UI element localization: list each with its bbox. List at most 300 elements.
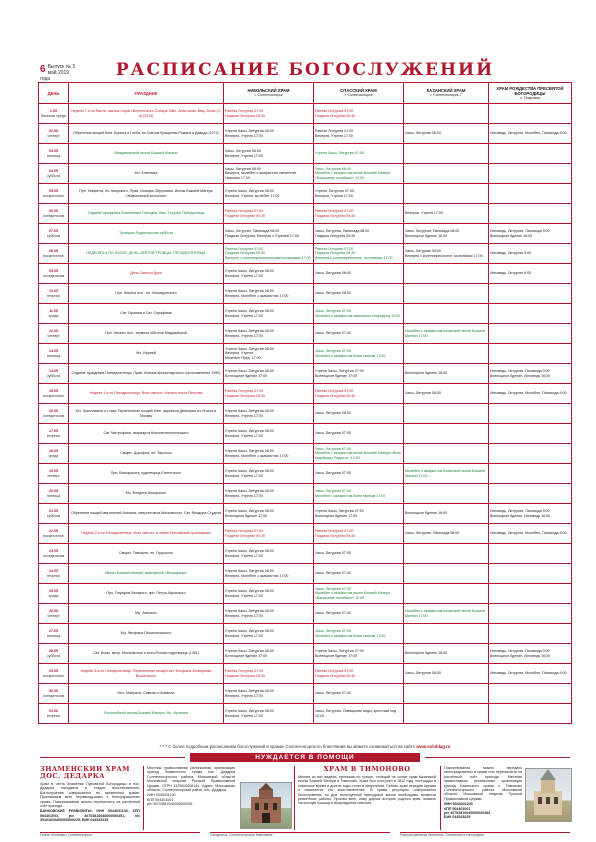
row-kazansky-service	[404, 304, 489, 324]
schedule-row	[39, 644, 572, 664]
row-rozhdestvo-service	[489, 204, 572, 224]
row-nikolsky-service: Ранняя Литургия 07:00 Поздняя Литургия 09:30	[224, 104, 314, 124]
row-nikolsky-service: Часы, Литургия, Панихида 08:00 Поздняя Литургия, Вечерня с Утреней 17:00	[224, 224, 314, 244]
row-weekday: понедельник	[42, 413, 65, 418]
row-date-value: 02.05	[49, 129, 58, 134]
row-date	[39, 704, 69, 724]
row-rozhdestvo-service: Исповедь, Литургия, Молебен, Панихида 9:00	[489, 524, 572, 544]
row-date-value: 17.05	[49, 429, 58, 434]
row-nikolsky-service: Часы, Литургия 08:00 Вечерня, молебен с акафистом святителю Николаю 17:00	[224, 164, 314, 184]
schedule-table	[38, 82, 572, 724]
row-rozhdestvo-service	[489, 184, 572, 204]
header-nikolsky-sub: г. Солнечногорск	[254, 93, 283, 97]
row-date	[39, 684, 69, 704]
row-feast: День Святого Духа	[69, 264, 224, 284]
column-divider	[440, 766, 441, 830]
row-date-value: 28.05	[49, 649, 58, 654]
row-spassky-service: Часы, Литургия 08:00	[314, 404, 404, 424]
footer-left: Газета «Благовест Солнечногорья»	[40, 832, 200, 837]
row-weekday: понедельник	[42, 213, 65, 218]
row-weekday: Великая среда	[41, 113, 66, 118]
timonovo-body: Многие из вас видели, проезжая по трассе, стоящий на холме храм Казанской иконы Божией Матери в Тимоново. Храм был построен в 1812 году, пострадал в советское время и долгие годы стоял в запустении. Сейчас храм передан Церкви и начинается его восстановление. В храме регулярно совершаются богослужения, но для полноценной приходской жизни необходимо провести ремонтные работы. Просим всех, кому дорога история родного края, оказать посильную помощь в возрождении святыни.	[298, 775, 436, 806]
row-feast: Прп. Нифонта, еп. Кипрского. Прав. Иосифа Обручника. Иконы Божией Матери «Живоносный источник»	[69, 184, 224, 204]
row-rozhdestvo-service	[489, 304, 572, 324]
row-rozhdestvo-service	[489, 704, 572, 724]
row-rozhdestvo-service	[489, 604, 572, 624]
schedule-row	[39, 384, 572, 404]
row-date	[39, 224, 69, 244]
row-date	[39, 424, 69, 444]
row-rozhdestvo-service	[489, 324, 572, 344]
row-weekday: воскресенье	[43, 253, 64, 258]
row-date	[39, 564, 69, 584]
row-nikolsky-service: Утреня Часы, Литургия 08:00 Вечерня, Утреня 17:00	[224, 304, 314, 324]
row-date-value: 23.05	[49, 549, 58, 554]
row-weekday: четверг	[47, 133, 60, 138]
row-nikolsky-service: Утреня Часы, Литургия 08:00 Вечерня, Утреня 17:00	[224, 324, 314, 344]
church-ruin-image	[241, 783, 291, 828]
row-nikolsky-service: Часы, Литургия 08:00 Вечерня, Утреня 17:00	[224, 144, 314, 164]
row-spassky-service: Ранняя Литургия 07:00 Поздняя Литургия 09:30	[314, 104, 404, 124]
row-nikolsky-service: Утреня Часы, Литургия 08:00 Вечерня, Утреня 17:00	[224, 484, 314, 504]
row-nikolsky-service: Утреня Часы, Литургия 08:00 Вечерня, Утреня 17:00	[224, 624, 314, 644]
row-date	[39, 104, 69, 124]
row-nikolsky-service: Утреня Часы, Литургия 08:00 Вечерня, Утреня 17:00	[224, 704, 314, 724]
row-rozhdestvo-service	[489, 424, 572, 444]
row-kazansky-service: Часы, Литургия, Панихида 08:00 Всенощное бдение 16:00	[404, 224, 489, 244]
row-date-value: 12.05	[49, 329, 58, 334]
row-date	[39, 304, 69, 324]
row-feast: Неделя 3-я по Пятидесятнице. Перенесение мощей свт. Феофана Затворника Вышенского	[69, 664, 224, 684]
row-kazansky-service	[404, 704, 489, 724]
header-spassky-sub: г. Солнечногорск	[344, 93, 373, 97]
schedule-row	[39, 464, 572, 484]
row-date-value: 20.05	[49, 489, 58, 494]
row-date-value: 16.05	[49, 409, 58, 414]
schedule-row	[39, 444, 572, 464]
schedule-row	[39, 204, 572, 224]
row-nikolsky-service: Утреня Часы, Литургия 08:00 Вечерня, Утреня, молебен 17:00	[224, 184, 314, 204]
row-date-value: 30.05	[49, 689, 58, 694]
row-kazansky-service	[404, 144, 489, 164]
header-kazansky-sub: г. Солнечногорск-7	[430, 93, 462, 97]
row-feast: Иконы Божией Матери, именуемой «Всецарица»	[69, 564, 224, 584]
row-spassky-service: Утреня Часы, Литургия 07:00	[314, 144, 404, 164]
row-weekday: четверг	[47, 333, 60, 338]
row-spassky-service: Ранняя Литургия 07:00 Вечерня, Утреня 17:00	[314, 124, 404, 144]
row-nikolsky-service: Утреня Часы, Литургия 08:00 Вечерня, Утреня 17:00	[224, 604, 314, 624]
schedule-row	[39, 124, 572, 144]
row-date-value: 27.05	[49, 629, 58, 634]
row-spassky-service: Часы, Литургия 07:00	[314, 684, 404, 704]
row-date	[39, 204, 69, 224]
header-rozhdestvo	[489, 83, 572, 104]
row-rozhdestvo-service: Исповедь, Литургия, Панихида 9:00 Всенощное бдение, Исповедь 16:00	[489, 364, 572, 384]
schedule-row	[39, 344, 572, 364]
banner-rule-right	[425, 757, 570, 758]
row-nikolsky-service: Ранняя Литургия 07:00 Поздняя Литургия 09:30	[224, 204, 314, 224]
schedule-row	[39, 144, 572, 164]
header-nikolsky	[224, 83, 314, 104]
row-feast: Неделя 2-я по Пятидесятнице, Всех святых, в земле Российской просиявших	[69, 524, 224, 544]
row-feast: Мч. Феодота Анкирского	[69, 484, 224, 504]
schedule-row	[39, 604, 572, 624]
row-weekday: суббота	[46, 513, 61, 518]
znamensky-details-req: ИНН 5044031130 КПП 504401001 р/с 40703810040000000451	[147, 793, 193, 807]
row-nikolsky-service: Ранняя Литургия 07:00 Поздняя Литургия 09:30 Вечерня с коленопреклоненными молитвами 17:00	[224, 244, 314, 264]
row-feast: Троицкая Родительская суббота	[69, 224, 224, 244]
issue-line-1: Выпуск № 5	[47, 64, 76, 70]
schedule-row	[39, 404, 572, 424]
timonovo-details	[444, 766, 522, 830]
row-weekday: воскресенье	[43, 193, 64, 198]
row-date-value: 21.05	[49, 509, 58, 514]
row-kazansky-service	[404, 104, 489, 124]
row-nikolsky-service: Ранняя Литургия 07:00 Поздняя Литургия 09:30	[224, 664, 314, 684]
row-weekday: четверг	[47, 473, 60, 478]
row-spassky-service: Утреня Часы, Литургия 07:00 Всенощное бдение 17:00	[314, 364, 404, 384]
row-feast: Отдание праздника Вознесения Господня. Вмч. Георгия Победоносца	[69, 204, 224, 224]
row-weekday: пятница	[46, 153, 61, 158]
row-date-value: 05.05	[49, 189, 58, 194]
row-date	[39, 164, 69, 184]
row-rozhdestvo-service: Исповедь, Литургия, Молебен, Панихида 9:00	[489, 384, 572, 404]
row-feast: Свт. Ионы, митр. Московского и всея России чудотворца (1461)	[69, 644, 224, 664]
header-day: ДЕНЬ	[39, 83, 69, 104]
row-nikolsky-service: Утреня Часы, Литургия 08:00 Вечерня, Утреня 17:00	[224, 684, 314, 704]
row-kazansky-service	[404, 424, 489, 444]
row-date	[39, 504, 69, 524]
row-date-value: 13.05	[49, 349, 58, 354]
row-kazansky-service	[404, 404, 489, 424]
row-weekday: пятница	[46, 493, 61, 498]
schedule-row	[39, 224, 572, 244]
row-kazansky-service	[404, 684, 489, 704]
row-date-value: 01.06	[49, 709, 58, 714]
header-spassky-label: СПАССКИЙ ХРАМ	[340, 88, 377, 93]
row-weekday: вторник	[47, 713, 60, 718]
row-date-value: 08.05	[49, 249, 58, 254]
row-spassky-service: Часы, Литургия 07:00	[314, 324, 404, 344]
row-date-value: 26.05	[49, 609, 58, 614]
schedule-row	[39, 304, 572, 324]
row-spassky-service: Часы, Литургия. Освящение воды, крестный ход 10:00	[314, 704, 404, 724]
row-feast: Неделя 7-я по Пасхе, святых отцов I Вселенского Собора. Вмч. Анастасии. Вмц. Анны (2-я) (2019)	[69, 104, 224, 124]
row-spassky-service: Часы, Литургия 07:00	[314, 464, 404, 484]
row-spassky-service: Часы, Литургия 07:00 Молебен с акафистом иконе Божией Матери «Всех скорбящих Радость» 12:00	[314, 444, 404, 464]
row-feast: Свт. Митрофана, патриарха Константинопольского	[69, 424, 224, 444]
schedule-row	[39, 264, 572, 284]
znamensky-title	[40, 766, 140, 780]
row-weekday: суббота	[46, 173, 61, 178]
row-rozhdestvo-service	[489, 484, 572, 504]
schedule-row	[39, 524, 572, 544]
row-nikolsky-service: Ранняя Литургия 07:00 Поздняя Литургия 09:30	[224, 524, 314, 544]
row-weekday: суббота	[46, 233, 61, 238]
znamensky-body: Храм в честь Знамения Пресвятой Богородицы в пос. Дедарка находится в стадии восстановления. Богослужения совершаются во временном храме. Приглашаем всех неравнодушных к благоукрашению храма. Пожертвования можно перечислить на расчётный счёт прихода.	[40, 782, 140, 809]
row-feast: Мч. Лукиллиана и с ним. Перенесение мощей блгв. царевича Димитрия из Углича в Москву	[69, 404, 224, 424]
footer-middle: Учредитель: Солнечногорское благочиние	[210, 832, 390, 837]
row-spassky-service: Утреня Часы, Литургия 07:00 Всенощное бдение 17:00	[314, 644, 404, 664]
row-feast: Прп. Никиты исп., еп. Халкидонского	[69, 284, 224, 304]
footer-right: Распространяется бесплатно. Отпечатано в типографии	[400, 832, 570, 837]
row-date-value: 1.05	[50, 109, 57, 114]
row-date	[39, 284, 69, 304]
row-rozhdestvo-service	[489, 624, 572, 644]
row-rozhdestvo-service: Исповедь, Литургия, Молебен, Панихида 9:00	[489, 124, 572, 144]
row-spassky-service: Часы, Литургия 07:00 Молебен с акафистом Всем святым 17:00	[314, 484, 404, 504]
znamensky-title-2: ДОС. ДЕДАРКА	[40, 772, 106, 780]
row-weekday: вторник	[47, 293, 60, 298]
row-feast: Неделя 1-я по Пятидесятнице, Всех святых. Начало поста Петрова	[69, 384, 224, 404]
row-date	[39, 344, 69, 364]
row-feast: НЕДЕЛЯ 8-я ПО ПАСХЕ. ДЕНЬ СВЯТОЙ ТРОИЦЫ. ПЯТИДЕСЯТНИЦА	[69, 244, 224, 264]
row-spassky-service: Часы, Литургия 07:00 Молебен с акафистом иконе Божией Матери «Взыскание погибших» 12:00	[314, 584, 404, 604]
row-date	[39, 324, 69, 344]
row-spassky-service: Часы, Литургия 07:00 Молебен с акафистом святителю Спиридону 12:00	[314, 304, 404, 324]
row-nikolsky-service: Утреня Часы, Литургия 08:00 Вечерня, Молебен с акафистом 17:00	[224, 284, 314, 304]
site-note	[40, 744, 570, 749]
row-kazansky-service	[404, 544, 489, 564]
header-spassky	[314, 83, 404, 104]
row-weekday: четверг	[47, 613, 60, 618]
row-date-value: 14.05	[49, 369, 58, 374]
row-date	[39, 664, 69, 684]
header-kazansky	[404, 83, 489, 104]
issue-number: 6	[40, 64, 46, 75]
row-date	[39, 624, 69, 644]
row-kazansky-service: Часы, Литургия 08:00	[404, 384, 489, 404]
row-kazansky-service: Молебен с акафистом Казанской иконе Божией Матери 17:00	[404, 324, 489, 344]
row-nikolsky-service: Утреня Часы, Литургия 08:00 Вечерня, Утреня 17:00	[224, 424, 314, 444]
row-kazansky-service	[404, 164, 489, 184]
row-spassky-service: Утреня, Литургия 07:00 Вечерня, Утреня 17:00	[314, 184, 404, 204]
column-divider	[294, 766, 295, 830]
znamensky-requisites: БАНКОВСКИЕ РЕКВИЗИТЫ: ИНН 5044031130, КПП 504401001, р/с 40703810040000000451, к/с 30101810400000000225, БИК 044525225	[40, 809, 140, 823]
row-date	[39, 404, 69, 424]
row-feast: Боголюбской иконы Божией Матери. Мч. Иулиана	[69, 704, 224, 724]
row-weekday: вторник	[47, 573, 60, 578]
timonovo-column	[298, 766, 436, 830]
row-spassky-service: Часы, Литургия 08:00	[314, 264, 404, 284]
row-date	[39, 384, 69, 404]
row-spassky-service: Часы, Литургия 07:00 Молебен с акафистом Всем святым 17:00	[314, 344, 404, 364]
row-kazansky-service: Часы, Литургия 08:00	[404, 124, 489, 144]
znamensky-column	[40, 766, 140, 830]
schedule-row	[39, 684, 572, 704]
row-nikolsky-service: Утреня Часы, Литургия 08:00 Вечерня, Молебен с акафистом 17:00	[224, 444, 314, 464]
schedule-body	[39, 104, 572, 724]
schedule-row	[39, 624, 572, 644]
row-rozhdestvo-service	[489, 164, 572, 184]
row-kazansky-service: Часы, Литургия, Панихида 08:00	[404, 524, 489, 544]
timonovo-title: ХРАМ В ТИМОНОВО	[323, 766, 411, 773]
row-nikolsky-service: Утреня Часы, Литургия 08:00 Вечерня, Молебен с акафистом 17:00	[224, 564, 314, 584]
row-feast: Владимирской иконы Божией Матери	[69, 144, 224, 164]
row-rozhdestvo-service: Исповедь, Литургия, Панихида 9:00 Всенощное бдение, Исповедь 16:00	[489, 504, 572, 524]
row-nikolsky-service: Утреня Часы, Литургия 08:00 Вечерня, Утреня 17:00	[224, 124, 314, 144]
row-nikolsky-service: Утреня Часы, Литургия 08:00 Всенощное бдение 17:00	[224, 364, 314, 384]
row-kazansky-service	[404, 344, 489, 364]
schedule-row	[39, 364, 572, 384]
row-date-value: 10.05	[49, 289, 58, 294]
row-nikolsky-service: Утреня Часы, Литургия 08:00 Вечерня, Утреня 17:00	[224, 464, 314, 484]
row-date-value: 24.05	[49, 569, 58, 574]
row-date	[39, 544, 69, 564]
row-date	[39, 464, 69, 484]
row-date-value: 03.05	[49, 149, 58, 154]
row-kazansky-service: Вечерня, Утреня 17:00	[404, 204, 489, 224]
row-date	[39, 364, 69, 384]
row-nikolsky-service: Утреня Часы, Литургия 08:00 Вечерня, Утреня 17:00	[224, 584, 314, 604]
schedule-row	[39, 664, 572, 684]
row-date-value: 07.05	[49, 229, 58, 234]
row-nikolsky-service: Утреня Часы, Литургия 08:00 Вечерня, Утреня 17:00	[224, 404, 314, 424]
row-rozhdestvo-service	[489, 584, 572, 604]
row-feast: Обретение мощей святителей Алексия, митрополита Московского. Свт. Феодора Студита	[69, 504, 224, 524]
row-weekday: воскресенье	[43, 673, 64, 678]
row-nikolsky-service: Ранняя Литургия 07:00 Поздняя Литургия 09:30	[224, 384, 314, 404]
row-date	[39, 124, 69, 144]
row-nikolsky-service: Утреня Часы, Литургия 08:00 Всенощное бдение 17:00	[224, 504, 314, 524]
row-weekday: среда	[48, 313, 59, 318]
site-link[interactable]: www.solnblag.ru	[416, 744, 451, 749]
row-rozhdestvo-service	[489, 564, 572, 584]
row-weekday: суббота	[46, 653, 61, 658]
znamensky-details	[147, 766, 235, 830]
row-date-value: 06.05	[49, 209, 58, 214]
row-spassky-service: Ранняя Литургия 07:00 Поздняя Литургия 09:30 Вечерня с коленопреклонен. молитвами 17:00	[314, 244, 404, 264]
row-nikolsky-service: Утреня Часы, Литургия 08:00 Вечерня, Утреня Молебен Пред. 17:00	[224, 344, 314, 364]
row-date	[39, 484, 69, 504]
row-kazansky-service: Всенощное бдение 16:00	[404, 504, 489, 524]
znamensky-details-body: Местная православная религиозная организация приход Знаменского храма пос. Дедарка Солнечногорского района Московской области Московской епархии Русской Православной Церкви. ОГРН 1125000006141. Адрес: Московская область, Солнечногорский район, пос. Дедарка.	[147, 766, 235, 793]
row-date	[39, 524, 69, 544]
row-spassky-service: Ранняя Литургия 07:00 Поздняя Литургия 09:30	[314, 384, 404, 404]
schedule-row	[39, 424, 572, 444]
row-weekday: среда	[48, 593, 59, 598]
schedule-row	[39, 324, 572, 344]
row-rozhdestvo-service	[489, 544, 572, 564]
row-kazansky-service	[404, 584, 489, 604]
schedule-row	[39, 244, 572, 264]
row-feast: Мчч. Мануила, Савела и Исмаила	[69, 684, 224, 704]
header-rozhdestvo-label: ХРАМ РОЖДЕСТВА ПРЕСВЯТОЙ БОГОРОДИЦЫ	[496, 85, 564, 96]
row-rozhdestvo-service	[489, 344, 572, 364]
row-weekday: понедельник	[42, 273, 65, 278]
schedule-row	[39, 484, 572, 504]
row-rozhdestvo-service: Исповедь, Литургия 9:00	[489, 244, 572, 264]
row-spassky-service: Ранняя Литургия 07:00 Поздняя Литургия 09:30	[314, 204, 404, 224]
row-kazansky-service	[404, 184, 489, 204]
row-feast: Свщмч. Дорофея, еп. Тирского	[69, 444, 224, 464]
row-feast: Свщмч. Тимофея, еп. Прусского	[69, 544, 224, 564]
row-weekday: понедельник	[42, 553, 65, 558]
row-rozhdestvo-service: Исповедь, Литургия, Панихида 9:00 Всенощное бдение 16:00	[489, 224, 572, 244]
row-kazansky-service	[404, 264, 489, 284]
timonovo-requisites: ИНН 5044031200 КПП 504401001 р/с 40703810640000000483 БИК 044525225	[444, 802, 491, 820]
row-spassky-service: Часы, Литургия 08:00	[314, 284, 404, 304]
row-spassky-service: Часы, Литургия 07:00	[314, 564, 404, 584]
row-feast: Прп. Онуфрия Великого, прп. Петра Афонского	[69, 584, 224, 604]
issue-line-2: май 2019 года	[40, 70, 70, 82]
row-kazansky-service	[404, 284, 489, 304]
row-feast: Мц. Феофана Пешноношского	[69, 624, 224, 644]
schedule-header-row	[39, 83, 572, 104]
row-kazansky-service: Часы, Литургия 08:00 Вечерня с коленопреклонен. молитвами 17:00	[404, 244, 489, 264]
row-date	[39, 144, 69, 164]
row-feast: Мч. Клеоника	[69, 164, 224, 184]
row-weekday: среда	[48, 453, 59, 458]
row-feast: Мц. Акилины	[69, 604, 224, 624]
row-feast: Свт. Лукиана и Свт. Серафима	[69, 304, 224, 324]
site-note-text: * * * С более подробным расписанием богослужений в храмах Солнечногорского благочиния вы можете ознакомиться на сайте	[159, 744, 415, 749]
row-kazansky-service	[404, 564, 489, 584]
row-feast: Прп. Никиты исп., игумена обители Мидикийской	[69, 324, 224, 344]
row-spassky-service: Часы, Литургия 07:00	[314, 424, 404, 444]
row-date-value: 22.05	[49, 529, 58, 534]
schedule-row	[39, 584, 572, 604]
row-rozhdestvo-service: Исповедь, Литургия, Молебен, Панихида 9:00	[489, 664, 572, 684]
row-feast: Мч. Ириней	[69, 344, 224, 364]
row-spassky-service: Часы, Литургия 07:00 Молебен с акафистом Всем святым 17:00	[314, 624, 404, 644]
church-image	[526, 769, 571, 821]
row-kazansky-service	[404, 444, 489, 464]
schedule-row	[39, 104, 572, 124]
schedule-row	[39, 504, 572, 524]
row-weekday: воскресенье	[43, 393, 64, 398]
znamensky-title-1: ЗНАМЕНСКИЙ ХРАМ	[40, 766, 130, 773]
row-kazansky-service	[404, 484, 489, 504]
row-weekday: воскресенье	[43, 533, 64, 538]
row-rozhdestvo-service: Исповедь, Литургия, Панихида 9:00 Всенощное бдение, Исповедь 16:00	[489, 644, 572, 664]
row-date	[39, 264, 69, 284]
row-date	[39, 604, 69, 624]
row-spassky-service: Ранняя Литургия 07:00 Поздняя Литургия 09:30	[314, 664, 404, 684]
row-date	[39, 184, 69, 204]
znamensky-photo	[240, 782, 292, 829]
row-rozhdestvo-service: Исповедь, Литургия 9:00	[489, 264, 572, 284]
row-feast: Обретение мощей блгв. Бориса и Глеба, во Святом Крещении Романа и Давида (1072)	[69, 124, 224, 144]
row-date-value: 25.05	[49, 589, 58, 594]
header-nikolsky-label: НИКОЛЬСКИЙ ХРАМ	[247, 88, 290, 93]
row-date	[39, 584, 69, 604]
schedule-row	[39, 544, 572, 564]
row-feast: Отдание праздника Пятидесятницы. Прав. Иоанна Кронштадтского (прославление 1990)	[69, 364, 224, 384]
row-date-value: 29.05	[49, 669, 58, 674]
row-rozhdestvo-service	[489, 104, 572, 124]
row-kazansky-service: Молебен с акафистом Казанской иконе Божией Матери 17:00	[404, 604, 489, 624]
schedule-row	[39, 284, 572, 304]
row-kazansky-service: Молебен с акафистом Казанской иконе Божией Матери 17:00	[404, 464, 489, 484]
timonovo-photo	[525, 768, 572, 822]
row-nikolsky-service: Утреня Часы, Литургия 08:00 Вечерня, Утреня 17:00	[224, 544, 314, 564]
help-banner-title: НУЖДАЕТСЯ В ПОМОЩИ	[190, 753, 420, 762]
row-weekday: пятница	[46, 353, 61, 358]
header-rozhdestvo-sub: с. Покровка	[520, 95, 540, 100]
schedule-row	[39, 704, 572, 724]
row-date-value: 19.05	[49, 469, 58, 474]
row-date-value: 18.05	[49, 449, 58, 454]
row-rozhdestvo-service	[489, 284, 572, 304]
header-feast: ПРАЗДНИК	[69, 83, 224, 104]
row-date	[39, 444, 69, 464]
row-nikolsky-service: Утреня Часы, Литургия 08:00 Вечерня, Утреня 17:00	[224, 264, 314, 284]
page-title: РАСПИСАНИЕ БОГОСЛУЖЕНИЙ	[115, 60, 495, 80]
row-kazansky-service	[404, 624, 489, 644]
row-rozhdestvo-service	[489, 404, 572, 424]
row-date	[39, 244, 69, 264]
